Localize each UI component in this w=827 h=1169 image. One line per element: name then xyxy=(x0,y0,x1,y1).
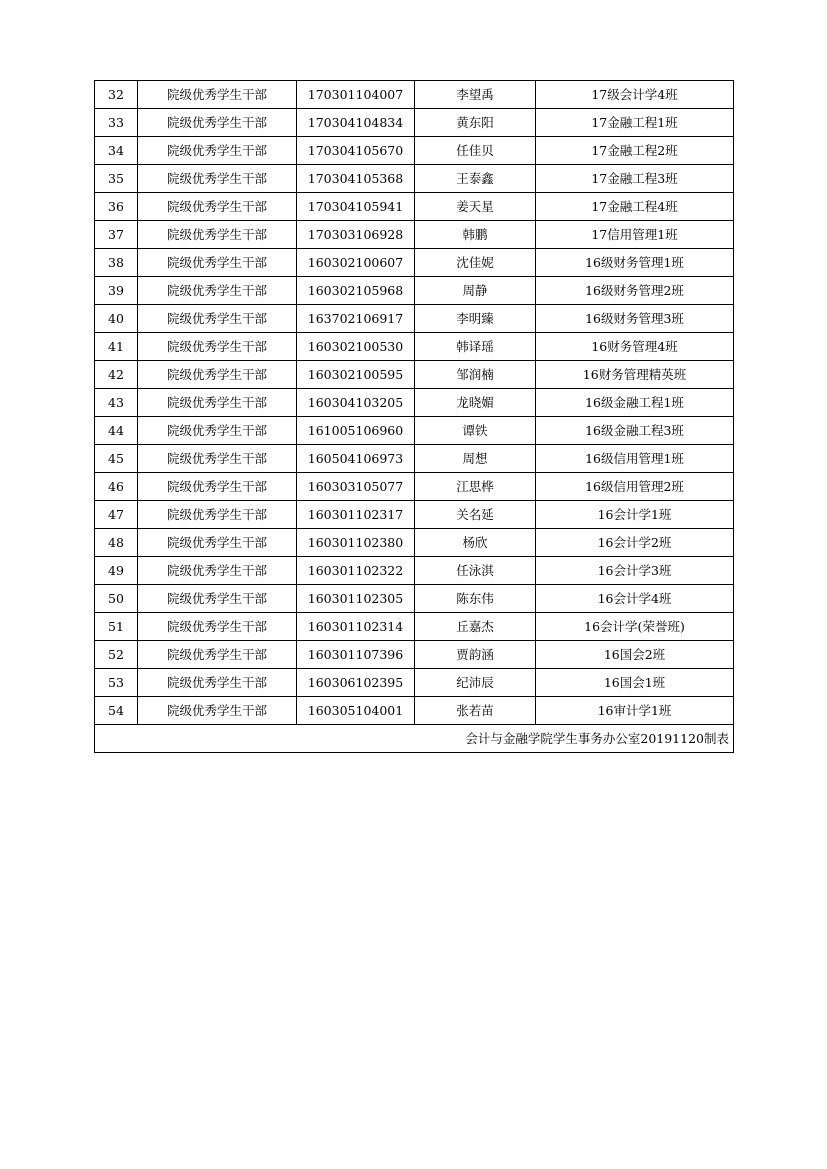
table-row xyxy=(95,389,734,417)
table-row xyxy=(95,277,734,305)
student-id-cell: 160301102380 xyxy=(297,529,415,557)
student-id-cell: 170304105670 xyxy=(297,137,415,165)
student-id-cell: 170304104834 xyxy=(297,109,415,137)
award-cell: 院级优秀学生干部 xyxy=(138,333,297,361)
award-cell: 院级优秀学生干部 xyxy=(138,669,297,697)
class-cell: 16级财务管理1班 xyxy=(536,249,734,277)
award-cell: 院级优秀学生干部 xyxy=(138,585,297,613)
award-cell: 院级优秀学生干部 xyxy=(138,277,297,305)
award-cell: 院级优秀学生干部 xyxy=(138,641,297,669)
row-number-cell: 43 xyxy=(95,389,138,417)
table-row xyxy=(95,137,734,165)
award-cell: 院级优秀学生干部 xyxy=(138,389,297,417)
table-row xyxy=(95,249,734,277)
award-cell: 院级优秀学生干部 xyxy=(138,445,297,473)
table-row xyxy=(95,641,734,669)
student-id-cell: 160306102395 xyxy=(297,669,415,697)
student-id-cell: 170301104007 xyxy=(297,81,415,109)
student-name-cell: 李明臻 xyxy=(415,305,536,333)
class-cell: 16级财务管理3班 xyxy=(536,305,734,333)
class-cell: 16级金融工程3班 xyxy=(536,417,734,445)
award-cell: 院级优秀学生干部 xyxy=(138,81,297,109)
table-row xyxy=(95,557,734,585)
student-id-cell: 170303106928 xyxy=(297,221,415,249)
row-number-cell: 35 xyxy=(95,165,138,193)
row-number-cell: 49 xyxy=(95,557,138,585)
class-cell: 17金融工程1班 xyxy=(536,109,734,137)
row-number-cell: 36 xyxy=(95,193,138,221)
row-number-cell: 54 xyxy=(95,697,138,725)
class-cell: 16国会2班 xyxy=(536,641,734,669)
student-id-cell: 160302105968 xyxy=(297,277,415,305)
class-cell: 16国会1班 xyxy=(536,669,734,697)
class-cell: 16级财务管理2班 xyxy=(536,277,734,305)
class-cell: 16会计学4班 xyxy=(536,585,734,613)
award-cell: 院级优秀学生干部 xyxy=(138,193,297,221)
row-number-cell: 34 xyxy=(95,137,138,165)
footer-row xyxy=(95,725,734,753)
student-name-cell: 周静 xyxy=(415,277,536,305)
table-row xyxy=(95,193,734,221)
student-name-cell: 关名延 xyxy=(415,501,536,529)
award-cell: 院级优秀学生干部 xyxy=(138,165,297,193)
student-name-cell: 贾韵涵 xyxy=(415,641,536,669)
student-id-cell: 160301102322 xyxy=(297,557,415,585)
student-id-cell: 160504106973 xyxy=(297,445,415,473)
class-cell: 16财务管理4班 xyxy=(536,333,734,361)
award-cell: 院级优秀学生干部 xyxy=(138,417,297,445)
class-cell: 17金融工程2班 xyxy=(536,137,734,165)
class-cell: 16会计学(荣誉班) xyxy=(536,613,734,641)
class-cell: 17级会计学4班 xyxy=(536,81,734,109)
award-cell: 院级优秀学生干部 xyxy=(138,305,297,333)
class-cell: 16会计学1班 xyxy=(536,501,734,529)
student-name-cell: 李望禹 xyxy=(415,81,536,109)
row-number-cell: 42 xyxy=(95,361,138,389)
student-id-cell: 160305104001 xyxy=(297,697,415,725)
student-id-cell: 160301107396 xyxy=(297,641,415,669)
row-number-cell: 38 xyxy=(95,249,138,277)
award-cell: 院级优秀学生干部 xyxy=(138,613,297,641)
table-row xyxy=(95,445,734,473)
class-cell: 16会计学3班 xyxy=(536,557,734,585)
student-name-cell: 纪沛辰 xyxy=(415,669,536,697)
class-cell: 17金融工程3班 xyxy=(536,165,734,193)
row-number-cell: 39 xyxy=(95,277,138,305)
table-row xyxy=(95,473,734,501)
table-row xyxy=(95,501,734,529)
table-row xyxy=(95,613,734,641)
row-number-cell: 37 xyxy=(95,221,138,249)
class-cell: 16审计学1班 xyxy=(536,697,734,725)
row-number-cell: 46 xyxy=(95,473,138,501)
row-number-cell: 48 xyxy=(95,529,138,557)
table-row xyxy=(95,221,734,249)
table-row xyxy=(95,333,734,361)
class-cell: 16级信用管理1班 xyxy=(536,445,734,473)
student-id-cell: 160301102317 xyxy=(297,501,415,529)
award-cell: 院级优秀学生干部 xyxy=(138,501,297,529)
class-cell: 16会计学2班 xyxy=(536,529,734,557)
student-name-cell: 杨欣 xyxy=(415,529,536,557)
award-cell: 院级优秀学生干部 xyxy=(138,249,297,277)
class-cell: 16财务管理精英班 xyxy=(536,361,734,389)
student-name-cell: 任佳贝 xyxy=(415,137,536,165)
award-cell: 院级优秀学生干部 xyxy=(138,361,297,389)
table-footer-note: 会计与金融学院学生事务办公室20191120制表 xyxy=(95,725,734,753)
student-name-cell: 陈东伟 xyxy=(415,585,536,613)
row-number-cell: 32 xyxy=(95,81,138,109)
row-number-cell: 41 xyxy=(95,333,138,361)
student-id-cell: 160301102314 xyxy=(297,613,415,641)
student-id-cell: 170304105368 xyxy=(297,165,415,193)
class-cell: 16级金融工程1班 xyxy=(536,389,734,417)
award-cell: 院级优秀学生干部 xyxy=(138,529,297,557)
row-number-cell: 40 xyxy=(95,305,138,333)
student-id-cell: 160304103205 xyxy=(297,389,415,417)
student-name-cell: 黄东阳 xyxy=(415,109,536,137)
table-row xyxy=(95,109,734,137)
student-name-cell: 邹润楠 xyxy=(415,361,536,389)
row-number-cell: 44 xyxy=(95,417,138,445)
row-number-cell: 50 xyxy=(95,585,138,613)
row-number-cell: 51 xyxy=(95,613,138,641)
student-name-cell: 周想 xyxy=(415,445,536,473)
student-name-cell: 姜天星 xyxy=(415,193,536,221)
student-name-cell: 龙晓媚 xyxy=(415,389,536,417)
student-id-cell: 161005106960 xyxy=(297,417,415,445)
award-cell: 院级优秀学生干部 xyxy=(138,557,297,585)
row-number-cell: 33 xyxy=(95,109,138,137)
table-row xyxy=(95,529,734,557)
table-row xyxy=(95,417,734,445)
table-row xyxy=(95,669,734,697)
student-name-cell: 王泰鑫 xyxy=(415,165,536,193)
table-row xyxy=(95,305,734,333)
student-name-cell: 丘嘉杰 xyxy=(415,613,536,641)
student-id-cell: 170304105941 xyxy=(297,193,415,221)
student-id-cell: 163702106917 xyxy=(297,305,415,333)
table-row xyxy=(95,361,734,389)
table-row xyxy=(95,697,734,725)
student-name-cell: 任泳淇 xyxy=(415,557,536,585)
student-id-cell: 160302100607 xyxy=(297,249,415,277)
row-number-cell: 52 xyxy=(95,641,138,669)
class-cell: 17信用管理1班 xyxy=(536,221,734,249)
award-cell: 院级优秀学生干部 xyxy=(138,221,297,249)
class-cell: 17金融工程4班 xyxy=(536,193,734,221)
award-cell: 院级优秀学生干部 xyxy=(138,473,297,501)
student-id-cell: 160303105077 xyxy=(297,473,415,501)
class-cell: 16级信用管理2班 xyxy=(536,473,734,501)
student-id-cell: 160302100530 xyxy=(297,333,415,361)
table-body xyxy=(95,81,734,725)
row-number-cell: 45 xyxy=(95,445,138,473)
student-id-cell: 160301102305 xyxy=(297,585,415,613)
student-name-cell: 沈佳妮 xyxy=(415,249,536,277)
table-row xyxy=(95,165,734,193)
student-name-cell: 谭铁 xyxy=(415,417,536,445)
student-name-cell: 江思桦 xyxy=(415,473,536,501)
student-name-cell: 张若苗 xyxy=(415,697,536,725)
table-row xyxy=(95,585,734,613)
student-name-cell: 韩译瑶 xyxy=(415,333,536,361)
row-number-cell: 53 xyxy=(95,669,138,697)
table-row xyxy=(95,81,734,109)
award-cell: 院级优秀学生干部 xyxy=(138,697,297,725)
award-cell: 院级优秀学生干部 xyxy=(138,137,297,165)
student-id-cell: 160302100595 xyxy=(297,361,415,389)
award-cell: 院级优秀学生干部 xyxy=(138,109,297,137)
row-number-cell: 47 xyxy=(95,501,138,529)
student-name-cell: 韩鹏 xyxy=(415,221,536,249)
award-list-table xyxy=(94,80,734,753)
